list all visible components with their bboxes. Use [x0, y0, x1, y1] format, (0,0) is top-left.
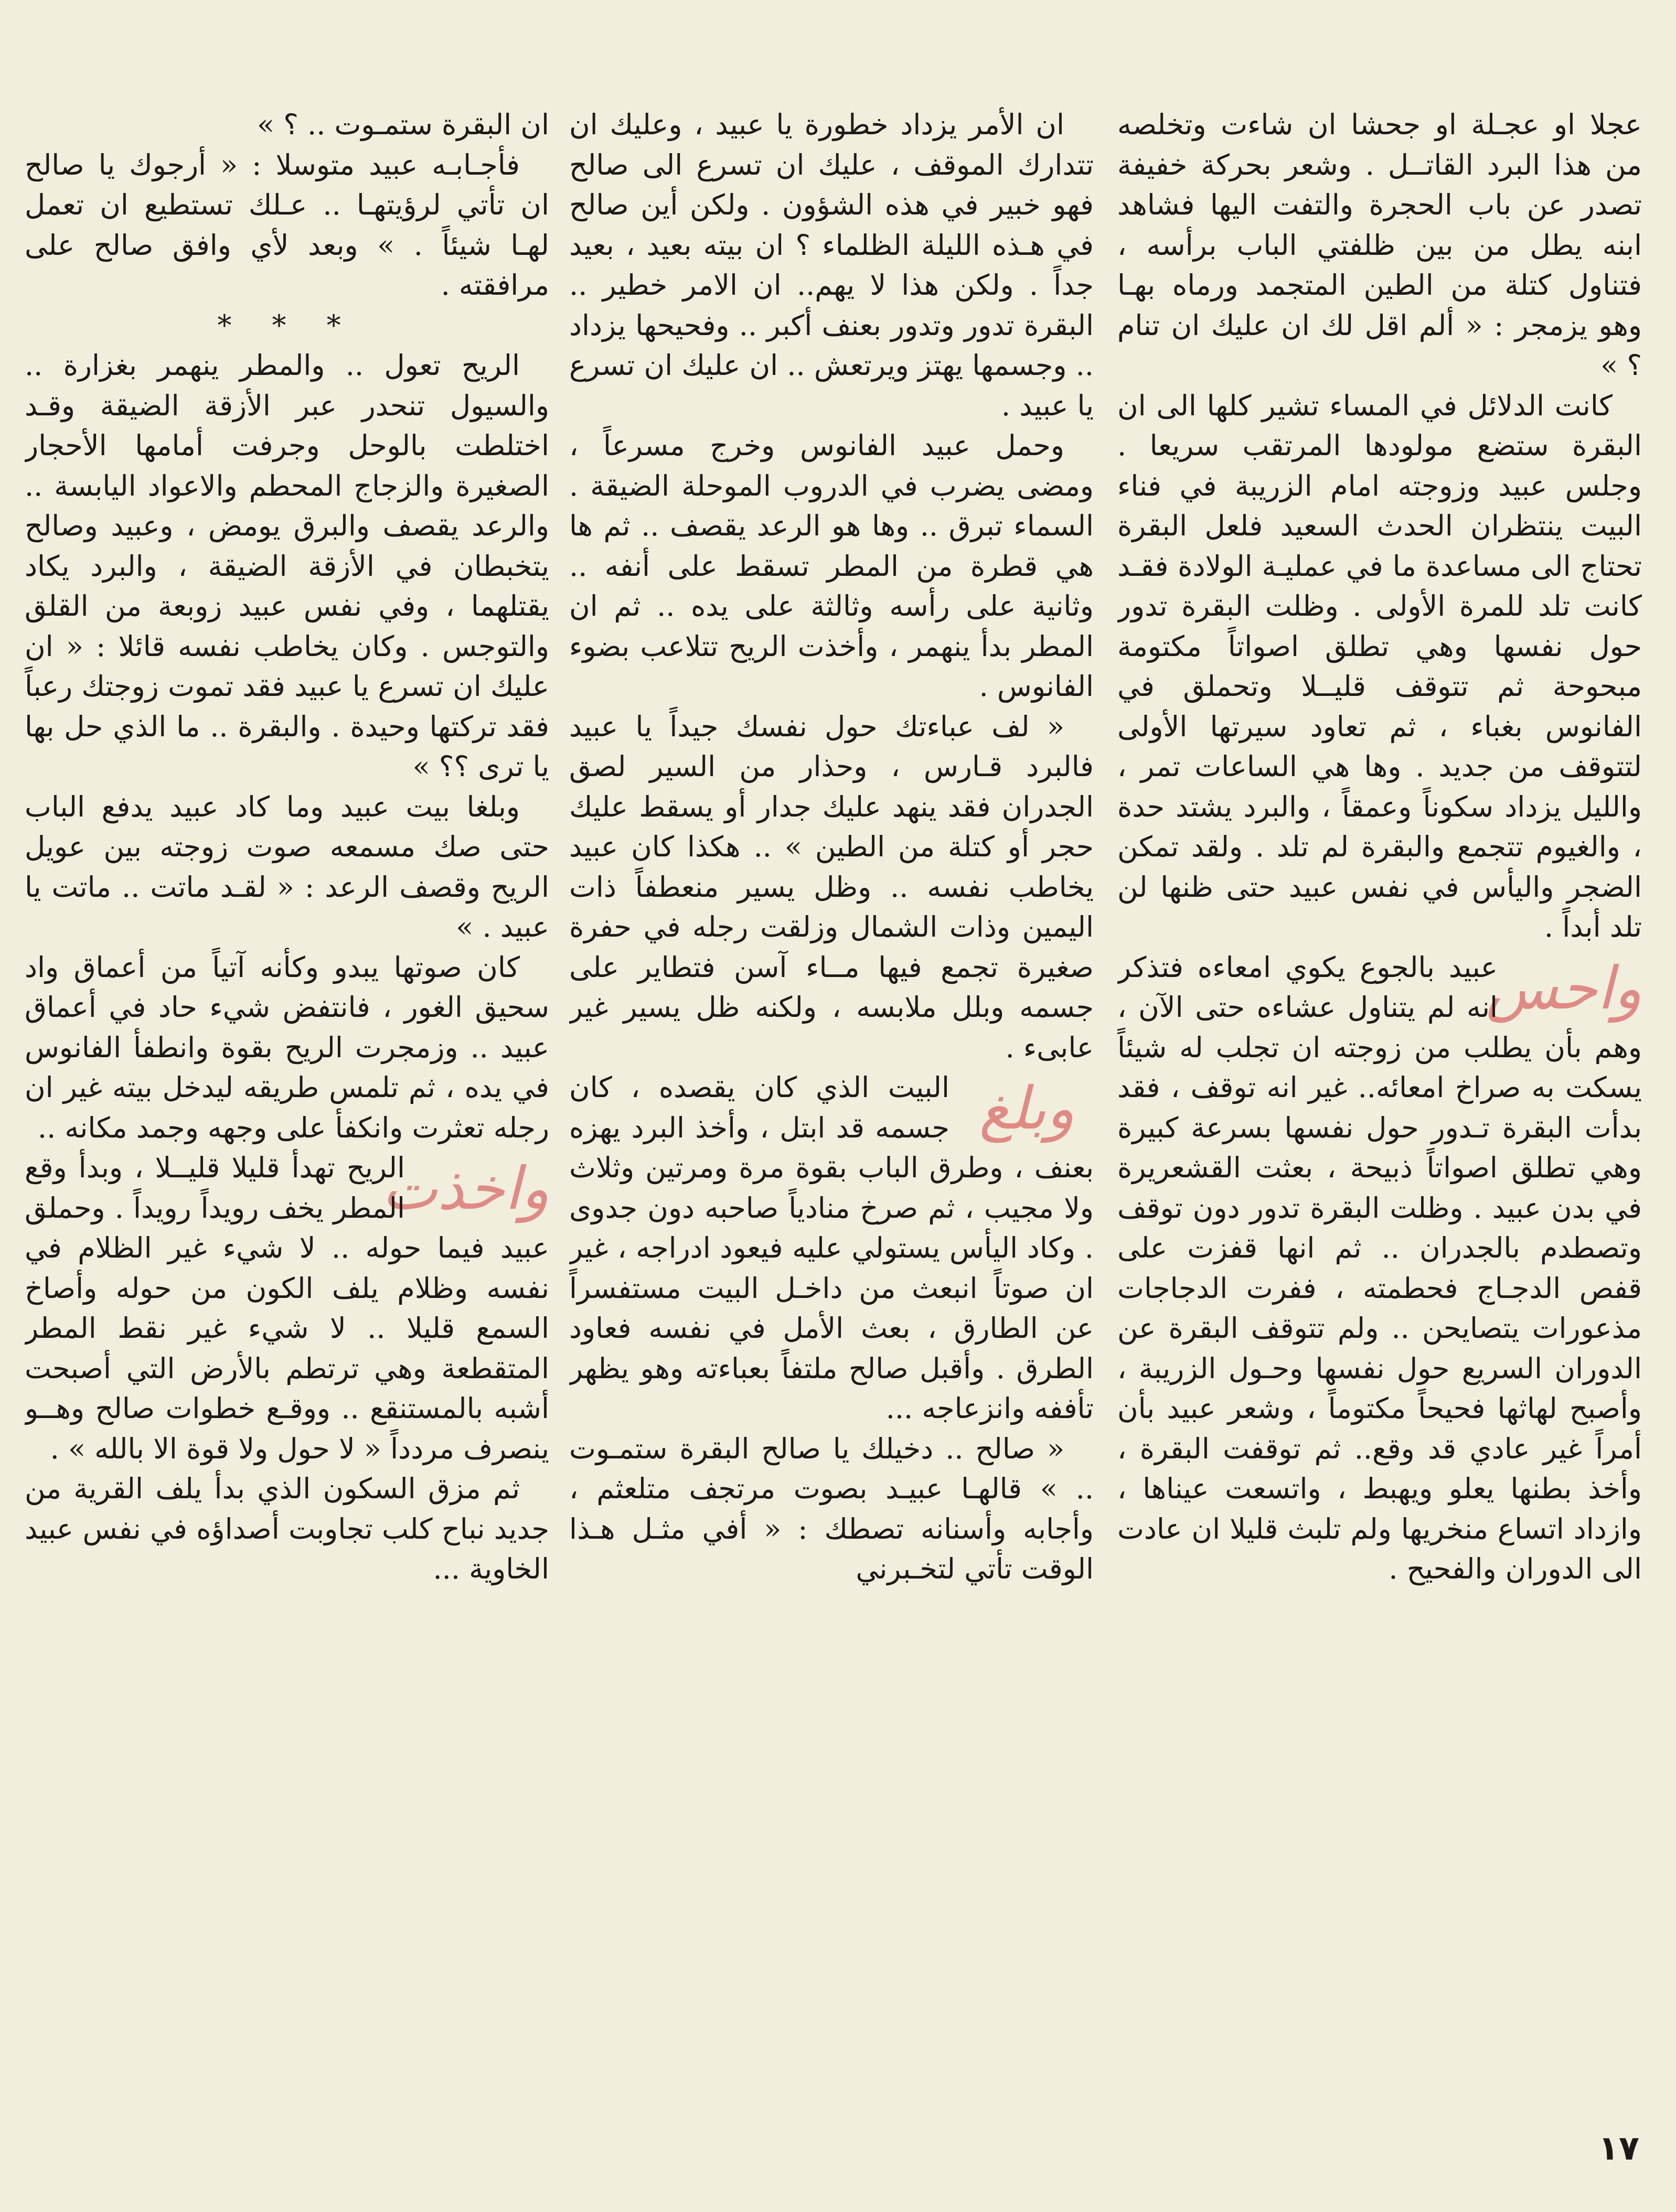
- paragraph: ثم مزق السكون الذي بدأ يلف القرية من جديد نباح كلب تجاوبت أصداؤه في نفس عبيد الخاوية ...: [25, 1472, 549, 1585]
- paragraph: كانت الدلائل في المساء تشير كلها الى ان البقرة ستضع مولودها المرتقب سريعا . وجلس عبيد وزوجته امام الزريبة في فناء البيت ينتظران الحدث السعيد فلعل البقرة تحتاج الى مساعدة ما في عمليـة الولادة فقـد كانت تلد للمرة الأولى . وظلت البقرة تدور حول نفسها وهي تطلق اصواتاً مكتومة مبحوحة ثم تتوقف قليــلا وتحملق في الفانوس بغباء ، ثم تعاود سيرتها الأولى لتتوقف من جديد . وها هي الساعات تمر ، والليل يزداد سكوناً وعمقاً ، والبرد يشتد حدة ، والغيوم تتجمع والبقرة لم تلد . ولقد تمكن الضجر واليأس في نفس عبيد حتى ظنها لن تلد أبداً .: [1117, 389, 1642, 943]
- paragraph: [569, 1068, 1094, 1429]
- paragraph-text: الريح تهدأ قليلا قليــلا ، وبدأ وقع المطر يخف رويداً رويداً . وحملق عبيد فيما حوله .. لا شيء غير الظلام في نفسه وظلام يلف الكون من حوله وأصاخ السمع قليلا .. لا شيء غير نقط المطر المتقطعة وهي ترتطم بالأرض التي أصبحت أشبه بالمستنقع .. ووقـع خطوات صالح وهــو ينصرف مردداً « لا حول ولا قوة الا بالله » .: [25, 1151, 549, 1465]
- paragraph: وحمل عبيد الفانوس وخرج مسرعاً ، ومضى يضرب في الدروب الموحلة الضيقة . السماء تبرق .. وها هو الرعد يقصف .. ثم ها هي قطرة من المطر تسقط على أنفه .. وثانية على رأسه وثالثة على يده .. ثم ان المطر بدأ ينهمر ، وأخذت الريح تتلاعب بضوء الفانوس .: [569, 429, 1094, 703]
- paragraph: كان صوتها يبدو وكأنه آتياً من أعماق واد سحيق الغور ، فانتفض شيء حاد في أعماق عبيد .. وزمجرت الريح بقوة وانطفأ الفانوس في يده ، ثم تلمس طريقه ليدخل بيته غير ان رجله تعثرت وانكفأ على وجهه وجمد مكانه ..: [25, 950, 549, 1144]
- paragraph: [1117, 948, 1642, 1590]
- paragraph: عجلا او عجـلة او جحشا ان شاءت وتخلصه من هذا البرد القاتــل . وشعر بحركة خفيفة تصدر عن باب الحجرة والتفت اليها فشاهد ابنه يطل من بين ظلفتي الباب برأسه ، فتناول كتلة من الطين المتجمد ورماه بهـا وهو يزمجر : « ألم اقل لك ان عليك ان تنام ؟ »: [1117, 108, 1642, 382]
- text-column-left: [25, 105, 549, 2087]
- paragraph: وبلغا بيت عبيد وما كاد عبيد يدفع الباب حتى صك مسمعه صوت زوجته بين عويل الريح وقصف الرعد : « لقـد ماتت .. ماتت يا عبيد . »: [25, 790, 549, 943]
- page-number: ١٧: [1598, 2129, 1639, 2168]
- paragraph: الريح تعول .. والمطر ينهمر بغزارة .. والسيول تنحدر عبر الأزقة الضيقة وقـد اختلطت بالوحل وجرفت أمامها الأحجار الصغيرة والزجاج المحطم والاعواد اليابسة .. والرعد يقصف والبرق يومض ، وعبيد وصالح يتخبطان في الأزقة الضيقة ، والبرد يكاد يقتلهما ، وفي نفس عبيد زوبعة من القلق والتوجس . وكان يخاطب نفسه قائلا : « ان عليك ان تسرع يا عبيد فقد تموت زوجتك رعباً فقد تركتها وحيدة . والبقرة .. ما الذي حل بها يا ترى ؟؟ »: [25, 349, 549, 783]
- paragraph: « صالح .. دخيلك يا صالح البقرة ستمـوت .. » قالهـا عبيـد بصوت مرتجف متلعثم ، وأجابه وأسنانه تصطك : « أفي مثـل هـذا الوقت تأتي لتخـبرني: [569, 1432, 1094, 1585]
- paragraph: ان الأمر يزداد خطورة يا عبيد ، وعليك ان تتدارك الموقف ، عليك ان تسرع الى صالح فهو خبير في هذه الشؤون . ولكن أين صالح في هـذه الليلة الظلماء ؟ ان بيته بعيد ، بعيد جداً . ولكن هذا لا يهم.. ان الامر خطير .. البقرة تدور وتدور بعنف أكبر .. وفحيحها يزداد .. وجسمها يهتز ويرتعش .. ان عليك ان تسرع يا عبيد .: [569, 108, 1094, 422]
- paragraph: « لف عباءتك حول نفسك جيداً يا عبيد فالبرد قـارس ، وحذار من السير لصق الجدران فقد ينهد عليك جدار أو يسقط عليك حجر أو كتلة من الطين » .. هكذا كان عبيد يخاطب نفسه .. وظل يسير منعطفاً ذات اليمين وذات الشمال وزلقت رجله في حفرة صغيرة تجمع فيها مــاء آسن فتطاير على جسمه وبلل ملابسه ، ولكنه ظل يسير غير عابىء .: [569, 710, 1094, 1064]
- text-column-middle: [569, 105, 1094, 2087]
- text-column-right: [1117, 105, 1642, 2087]
- paragraph-text: البيت الذي كان يقصده ، كان جسمه قد ابتل ، وأخذ البرد يهزه بعنف ، وطرق الباب بقوة مرة ومرتين وثلاث ولا مجيب ، ثم صرخ منادياً صاحبه دون جدوى . وكاد اليأس يستولي عليه فيعود ادراجه ، غير ان صوتاً انبعث من داخـل البيت مستفسراً عن الطارق ، بعث الأمل في نفسه فعاود الطرق . وأقبل صالح ملتفاً بعباءته وهو يظهر تأففه وانزعاجه ...: [569, 1071, 1094, 1425]
- paragraph-text: عبيد بالجوع يكوي امعاءه فتذكر انه لم يتناول عشاءه حتى الآن ، وهم بأن يطلب من زوجته ان تجلب له شيئاً يسكت به صراخ امعائه.. غير انه توقف ، فقد بدأت البقرة تـدور حول نفسها بسرعة كبيرة وهي تطلق اصواتاً ذبيحة ، بعثت القشعريرة في بدن عبيد . وظلت البقرة تدور دون توقف وتصطدم بالجدران .. ثم انها قفزت على قفص الدجـاج فحطمته ، ففرت الدجاجات مذعورات يتصايحن .. ولم تتوقف البقرة عن الدوران السريع حول نفسها وحـول الزريبة ، وأصبح لهاثها فحيحاً مكتوماً ، وشعر عبيد بأن أمراً غير عادي قد وقع.. ثم توقفت البقرة ، وأخذ بطنها يعلو ويهبط ، واتسعت عيناها ، وازداد اتساع منخريها ولم تلبث قليلا ان عادت الى الدوران والفحيح .: [1117, 950, 1642, 1585]
- section-separator: * * *: [217, 308, 357, 342]
- paragraph: [25, 1148, 549, 1469]
- paragraph: ان البقرة ستمـوت .. ؟ »: [257, 108, 549, 141]
- decorative-calligraphy: وبلغ: [979, 1075, 1075, 1143]
- paragraph: فأجـابـه عبيد متوسلا : « أرجوك يا صالح ان تأتي لرؤيتهـا .. عـلك تستطيع ان تعمل لهـا شيئاً . » وبعد لأي وافق صالح على مرافقته .: [25, 148, 549, 302]
- decorative-calligraphy: واخذت: [382, 1155, 549, 1223]
- decorative-calligraphy: واحس: [1486, 954, 1642, 1023]
